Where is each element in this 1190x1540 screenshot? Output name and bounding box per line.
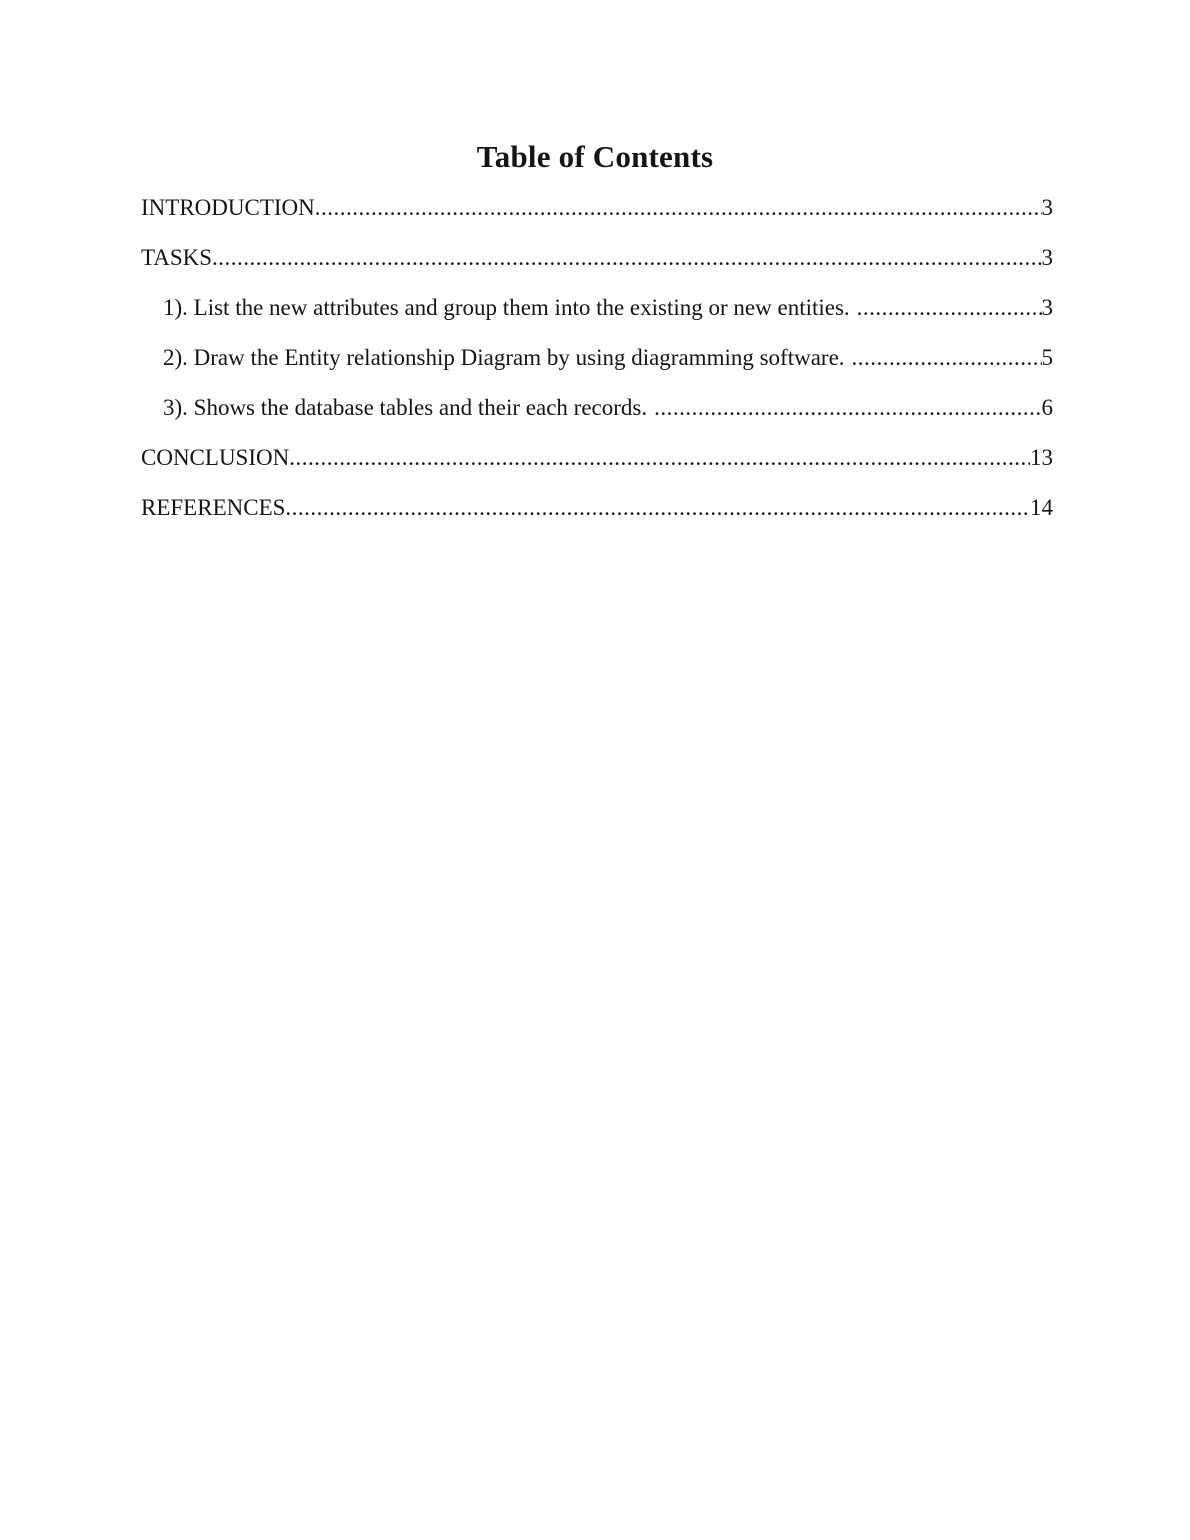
toc-entry-page-number: 3 [1041,195,1053,220]
toc-dot-leader [852,333,1042,383]
toc-entry[interactable] [141,283,1053,333]
toc-entry-page-number: 14 [1030,495,1053,520]
table-of-contents [141,183,1053,533]
toc-entry-label: 2). Draw the Entity relationship Diagram by using diagramming software. [163,345,845,370]
toc-entry[interactable] [141,183,1053,233]
toc-entry-page-number: 3 [1041,245,1053,270]
toc-entry-page-number: 13 [1030,445,1053,470]
toc-entry-label: REFERENCES [141,495,286,520]
toc-entry[interactable] [141,483,1053,533]
toc-entry[interactable] [141,383,1053,433]
toc-entry-label: TASKS [141,245,213,270]
toc-entry-page-number: 5 [1041,345,1053,370]
toc-entry[interactable] [141,433,1053,483]
toc-entry[interactable] [141,233,1053,283]
toc-entry-label: 1). List the new attributes and group them into the existing or new entities. [163,295,850,320]
toc-entry-page-number: 3 [1041,295,1053,320]
toc-dot-leader [289,433,1030,483]
toc-dot-leader [315,183,1042,233]
toc-dot-leader [654,383,1041,433]
toc-dot-leader [857,283,1042,333]
toc-entry-label: INTRODUCTION [141,195,315,220]
toc-entry-label: 3). Shows the database tables and their each records. [163,395,648,420]
toc-entry-label: CONCLUSION [141,445,290,470]
toc-dot-leader [285,483,1030,533]
toc-entry[interactable] [141,333,1053,383]
toc-dot-leader [212,233,1041,283]
page-title: Table of Contents [476,139,714,174]
toc-entry-page-number: 6 [1041,395,1053,420]
